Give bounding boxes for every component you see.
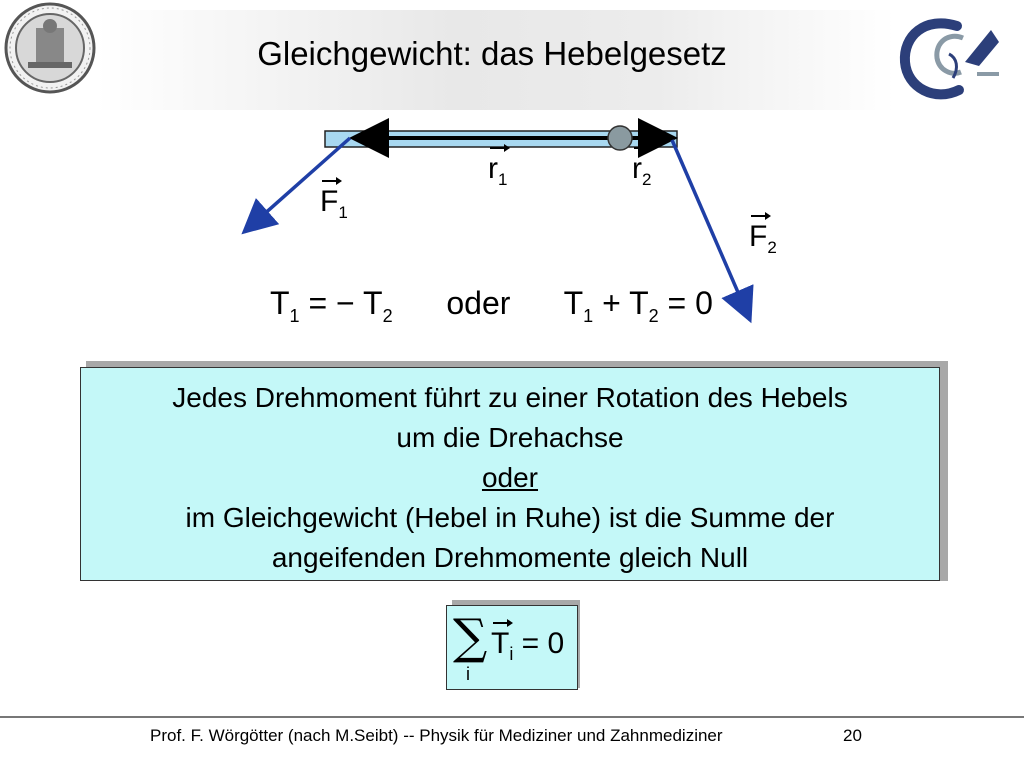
explanation-line-5: angeifenden Drehmomente gleich Null: [271, 542, 749, 573]
footer-text: Prof. F. Wörgötter (nach M.Seibt) -- Physik für Mediziner und Zahnmediziner: [150, 726, 723, 745]
vector-arrow-icon: [493, 622, 509, 624]
footer: [0, 723, 1024, 749]
vector-arrow-icon: [322, 180, 338, 182]
vector-arrow-icon: [490, 147, 506, 149]
r1-label: $r_1$: [488, 153, 507, 196]
sum-expression: $T_i = 0$: [491, 626, 564, 672]
equation-connector: oder: [446, 285, 511, 321]
slide-title: Gleichgewicht: das Hebelgesetz: [257, 35, 727, 72]
sum-formula-box: [446, 605, 578, 690]
vector-arrow-icon: [751, 215, 767, 217]
torque-equation: $T_1$ = − $T_2$ oder $T_1 + T_2 = 0$: [270, 285, 713, 326]
f2-label: $F_2$: [749, 221, 777, 264]
explanation-box: [80, 367, 940, 581]
r2-label: $r_2$: [632, 153, 651, 196]
vector-arrow-icon: [634, 147, 650, 149]
pivot-point: [608, 126, 632, 150]
explanation-line-3: oder: [481, 462, 539, 493]
page-number: 20: [843, 726, 862, 745]
sigma-symbol: ∑: [453, 609, 488, 665]
explanation-line-1: Jedes Drehmoment führt zu einer Rotation des Hebels: [172, 382, 848, 413]
f1-label: $F_1$: [320, 186, 348, 229]
explanation-line-2: um die Drehachse: [396, 422, 624, 453]
explanation-line-4: im Gleichgewicht (Hebel in Ruhe) ist die Summe der: [185, 502, 835, 533]
footer-divider: [0, 716, 1024, 718]
sum-index: i: [466, 664, 470, 684]
